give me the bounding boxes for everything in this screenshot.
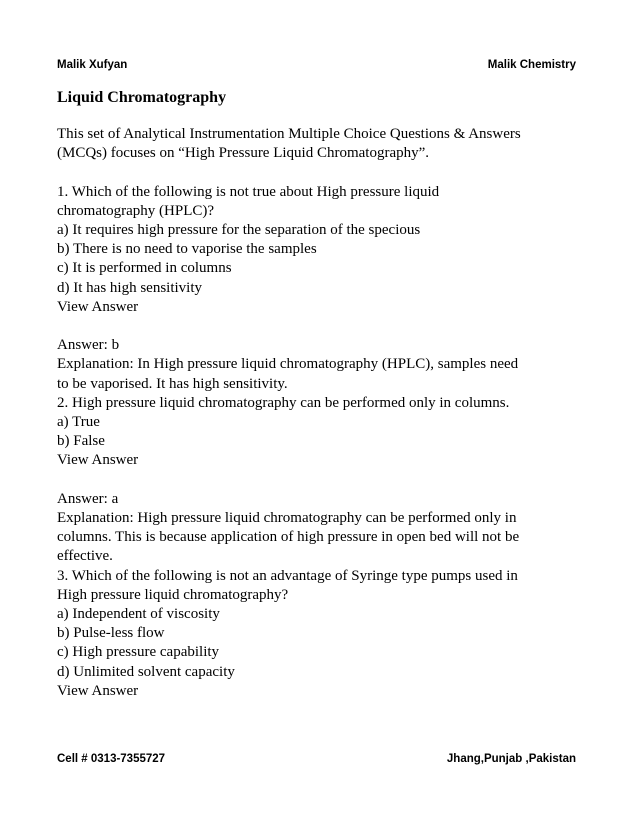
option-a: a) True — [57, 414, 100, 431]
option-b: b) There is no need to vaporise the samples — [57, 241, 317, 258]
question-text: 1. Which of the following is not true about High pressure liquid — [57, 183, 440, 200]
footer-phone: Cell # 0313-7355727 — [57, 753, 166, 765]
explanation-text: to be vaporised. It has high sensitivity. — [57, 375, 288, 392]
option-c: c) It is performed in columns — [57, 260, 232, 277]
footer-location: Jhang,Punjab ,Pakistan — [446, 753, 576, 765]
document-title: Liquid Chromatography — [57, 89, 227, 106]
answer-text: Answer: a — [57, 490, 119, 507]
option-a: a) It requires high pressure for the separation of the specious — [57, 222, 421, 238]
explanation-text: Explanation: High pressure liquid chromatography can be performed only in — [57, 510, 517, 527]
question-text: High pressure liquid chromatography? — [57, 586, 289, 603]
option-b: b) False — [57, 433, 105, 450]
view-answer-link[interactable]: View Answer — [57, 452, 139, 469]
page-header — [57, 59, 576, 71]
header-brand: Malik Chemistry — [487, 59, 576, 71]
explanation-text: effective. — [57, 548, 113, 565]
explanation-text: Explanation: In High pressure liquid chromatography (HPLC), samples need — [57, 356, 519, 373]
option-d: d) Unlimited solvent capacity — [57, 663, 235, 680]
option-b: b) Pulse-less flow — [57, 625, 165, 642]
answer-text: Answer: b — [57, 337, 120, 354]
option-d: d) It has high sensitivity — [57, 279, 202, 296]
explanation-text: columns. This is because application of high pressure in open bed will not be — [57, 529, 520, 546]
intro-line: (MCQs) focuses on “High Pressure Liquid Chromatography”. — [57, 145, 430, 162]
option-a: a) Independent of viscosity — [57, 606, 220, 623]
view-answer-link[interactable]: View Answer — [57, 682, 139, 699]
question-text: 2. High pressure liquid chromatography can be performed only in columns. — [57, 394, 510, 411]
question-text: 3. Which of the following is not an advantage of Syringe type pumps used in — [57, 567, 518, 584]
option-c: c) High pressure capability — [57, 644, 220, 661]
document-body — [57, 88, 583, 701]
header-author: Malik Xufyan — [57, 59, 128, 71]
intro-line: This set of Analytical Instrumentation Multiple Choice Questions & Answers — [57, 126, 521, 142]
view-answer-link[interactable]: View Answer — [57, 298, 139, 315]
page-footer — [57, 753, 576, 765]
question-text: chromatography (HPLC)? — [57, 202, 215, 219]
